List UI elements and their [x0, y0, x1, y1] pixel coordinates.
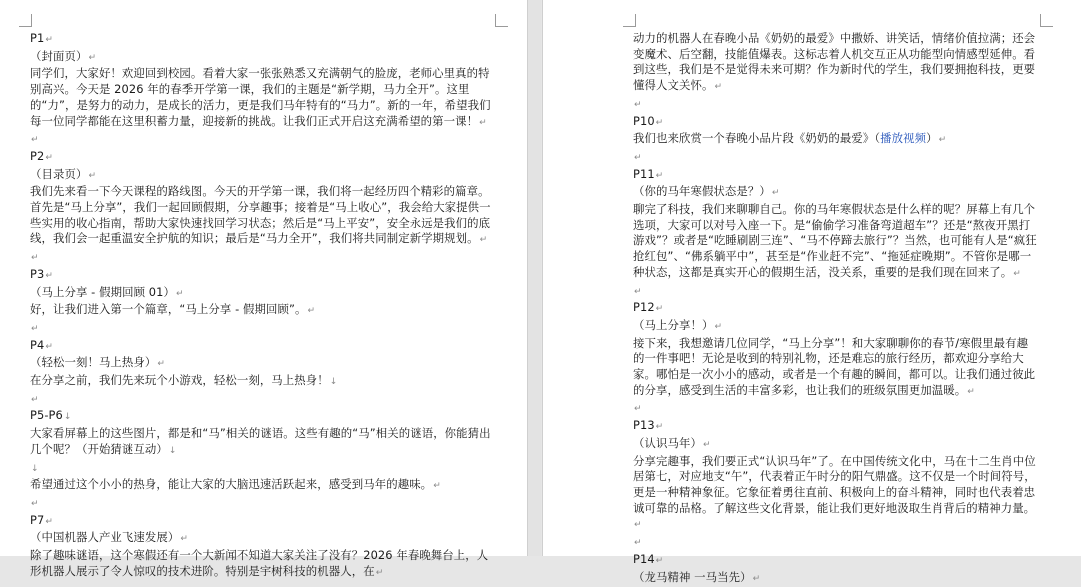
paragraph-text: P11 [633, 167, 655, 181]
paragraph-text: 好，让我们进入第一个篇章，“马上分享 - 假期回顾”。 [30, 302, 306, 316]
paragraph [30, 460, 497, 478]
paragraph-text: P10 [633, 114, 655, 128]
paragraph-text: 聊完了科技，我们来聊聊自己。你的马年寒假状态是什么样的呢？屏幕上有几个选项，大家可以对号入座一下。是“偷偷学习准备弯道超车”？还是“熬夜开黑打游戏”？或者是“吃睡刷剧三连”、“马不停蹄去旅行”？当然，也可能有人是“疯狂抢红包”、“佛系躺平中”，甚至是“作业赶不完”、“拖延症晚期”。不管你是哪一种状态，这都是真实开心的假期生活，没关系，重要的是我们现在回来了。 [633, 202, 1037, 279]
paragraph [30, 285, 497, 303]
paragraph [633, 31, 1039, 96]
paragraph-text: （轻松一刻！马上热身） [30, 355, 156, 369]
paragraph-mark: ↵ [45, 517, 53, 527]
paragraph [30, 338, 497, 356]
paragraph [633, 418, 1039, 436]
document-page-left [0, 0, 528, 556]
paragraph-text: P12 [633, 300, 655, 314]
paragraph-mark: ↵ [88, 171, 96, 181]
paragraph-mark: ↵ [656, 304, 664, 314]
paragraph-text: （目录页） [30, 167, 87, 181]
paragraph [30, 355, 497, 373]
paragraph-mark: ↵ [656, 556, 664, 566]
paragraph-text: P2 [30, 149, 44, 163]
paragraph [30, 167, 497, 185]
paragraph-mark: ↵ [634, 287, 642, 297]
line-break-mark: ↓ [64, 412, 72, 422]
paragraph-text: 同学们，大家好！欢迎回到校园。看着大家一张张熟悉又充满朝气的脸庞，老师心里真的特别高兴。今天是 2026 年的春季开学第一课，我们的主题是“新学期，马力全开”。这里的“力”，是努力的动力，是成长的活力，更是我们马年特有的“马力”。新的一年，希望我们每一位同学都能在这里积蓄力量，迎接新的挑战。让我们正式开启这充满希望的第一课！ [30, 66, 491, 127]
paragraph [30, 320, 497, 338]
paragraph [633, 534, 1039, 552]
paragraph [633, 167, 1039, 185]
paragraph [633, 184, 1039, 202]
paragraph-text: P1 [30, 31, 44, 45]
paragraph [30, 426, 497, 459]
margin-corner-mark [1040, 14, 1053, 27]
paragraph [30, 408, 497, 426]
paragraph-mark: ↵ [634, 538, 642, 548]
paragraph [30, 131, 497, 149]
paragraph [633, 336, 1039, 401]
paragraph [30, 530, 497, 548]
paragraph-mark: ↵ [753, 574, 761, 584]
paragraph-mark: ↵ [1013, 269, 1021, 279]
paragraph-text: P3 [30, 267, 44, 281]
paragraph-text: （龙马精神 一马当先） [633, 570, 752, 584]
paragraph [30, 249, 497, 267]
paragraph-text: （封面页） [30, 49, 87, 63]
paragraph-text: 我们也来欣赏一个春晚小品片段《奶奶的最爱》（ [633, 131, 880, 145]
paragraph [633, 318, 1039, 336]
paragraph-mark: ↵ [307, 306, 315, 316]
paragraph [30, 495, 497, 513]
page-text-body[interactable] [633, 31, 1039, 587]
paragraph-mark: ↵ [45, 153, 53, 163]
paragraph-mark: ↵ [714, 82, 722, 92]
paragraph-mark: ↵ [479, 118, 487, 128]
paragraph [633, 570, 1039, 587]
paragraph [633, 114, 1039, 132]
paragraph-text: （中国机器人产业飞速发展） [30, 530, 179, 544]
paragraph-mark: ↵ [634, 520, 642, 530]
paragraph [30, 477, 497, 495]
paragraph [633, 96, 1039, 114]
margin-corner-mark [19, 14, 32, 27]
document-page-right [542, 0, 1081, 556]
paragraph [633, 149, 1039, 167]
paragraph-mark: ↵ [180, 534, 188, 544]
paragraph-mark: ↵ [634, 153, 642, 163]
paragraph [633, 283, 1039, 301]
paragraph-mark: ↵ [939, 135, 947, 145]
paragraph-text: （马上分享 - 假期回顾 01） [30, 285, 175, 299]
paragraph [30, 149, 497, 167]
paragraph-text: P14 [633, 552, 655, 566]
paragraph-text: 希望通过这个小小的热身，能让大家的大脑迅速活跃起来，感受到马年的趣味。 [30, 477, 432, 491]
paragraph-mark: ↵ [31, 324, 39, 334]
paragraph-text: （马上分享！） [633, 318, 713, 332]
paragraph-text: P13 [633, 418, 655, 432]
margin-corner-mark [495, 14, 508, 27]
paragraph-mark: ↵ [714, 322, 722, 332]
paragraph-mark: ↵ [45, 342, 53, 352]
paragraph [633, 131, 1039, 149]
paragraph-text: 动力的机器人在春晚小品《奶奶的最爱》中撒娇、讲笑话，情绪价值拉满；还会变魔术、后空翻，技能值爆表。这标志着人机交互正从功能型向情感型延伸。看到这些，我们是不是觉得未来可期？作为新时代的学生，我们要拥抱科技，更要懂得人文关怀。 [633, 31, 1035, 92]
paragraph [30, 31, 497, 49]
paragraph-mark: ↵ [772, 188, 780, 198]
paragraph-mark: ↵ [703, 440, 711, 450]
paragraph-text: 大家看屏幕上的这些图片，都是和“马”相关的谜语。这些有趣的“马”相关的谜语，你能猜出几个呢？（开始猜谜互动） [30, 426, 491, 456]
paragraph-mark: ↵ [656, 171, 664, 181]
paragraph-text: （认识马年） [633, 436, 702, 450]
paragraph [633, 300, 1039, 318]
page-text-body[interactable] [30, 31, 497, 582]
paragraph [30, 548, 497, 581]
paragraph [633, 552, 1039, 570]
paragraph [30, 302, 497, 320]
paragraph-text: 接下来，我想邀请几位同学，“马上分享”！和大家聊聊你的春节/寒假里最有趣的一件事吧！无论是收到的特别礼物，还是难忘的旅行经历，都欢迎分享给大家。哪怕是一次小小的感动，或者是一个有趣的瞬间，都可以。让我们通过彼此的分享，感受到生活的丰富多彩，也让我们的班级氛围更加温暖。 [633, 336, 1035, 397]
paragraph-mark: ↵ [88, 53, 96, 63]
paragraph [30, 66, 497, 131]
paragraph-mark: ↵ [45, 271, 53, 281]
paragraph [30, 184, 497, 249]
paragraph-mark: ↵ [656, 118, 664, 128]
play-video-link[interactable]: 播放视频 [880, 131, 926, 145]
paragraph [633, 436, 1039, 454]
paragraph [30, 267, 497, 285]
page-gap [528, 0, 541, 556]
paragraph-text: 在分享之前，我们先来玩个小游戏，轻松一刻，马上热身！ [30, 373, 329, 387]
paragraph-text: P7 [30, 513, 44, 527]
paragraph-mark: ↵ [31, 499, 39, 509]
paragraph [633, 400, 1039, 418]
paragraph-mark: ↵ [376, 568, 384, 578]
line-break-mark: ↓ [330, 377, 338, 387]
line-break-mark: ↓ [169, 446, 177, 456]
paragraph-mark: ↵ [967, 387, 975, 397]
paragraph-text: 除了趣味谜语，这个寒假还有一个大新闻不知道大家关注了没有？2026 年春晚舞台上，人形机器人展示了令人惊叹的技术进阶。特别是宇树科技的机器人，在 [30, 548, 488, 578]
paragraph-mark: ↵ [157, 359, 165, 369]
paragraph-mark: ↵ [634, 404, 642, 414]
paragraph-mark: ↵ [433, 481, 441, 491]
paragraph-text: P5-P6 [30, 408, 63, 422]
paragraph-text: （你的马年寒假状态是？） [633, 184, 771, 198]
paragraph-mark: ↵ [45, 35, 53, 45]
paragraph-mark: ↵ [634, 100, 642, 110]
paragraph-text-tail: ） [926, 131, 938, 145]
paragraph-text: 分享完趣事，我们要正式“认识马年”了。在中国传统文化中，马在十二生肖中位居第七，对应地支“午”，代表着正午时分的阳气鼎盛。这不仅是一个时间符号，更是一种精神象征。它象征着勇往直前、积极向上的奋斗精神，同时也代表着忠诚可靠的品格。了解这些文化背景，能让我们更好地汲取生肖背后的精神力量。 [633, 454, 1036, 515]
paragraph [30, 391, 497, 409]
paragraph [633, 454, 1039, 535]
margin-corner-mark [623, 14, 636, 27]
paragraph-mark: ↵ [656, 422, 664, 432]
paragraph-mark: ↵ [31, 135, 39, 145]
paragraph [30, 49, 497, 67]
paragraph-mark: ↵ [31, 253, 39, 263]
paragraph [633, 202, 1039, 283]
line-break-mark: ↓ [31, 464, 39, 474]
paragraph-mark: ↵ [480, 235, 488, 245]
paragraph [30, 373, 497, 391]
paragraph [30, 513, 497, 531]
paragraph-text: P4 [30, 338, 44, 352]
paragraph-mark: ↵ [31, 395, 39, 405]
paragraph-mark: ↵ [176, 289, 184, 299]
paragraph-text: 我们先来看一下今天课程的路线图。今天的开学第一课，我们将一起经历四个精彩的篇章。首先是“马上分享”，我们一起回顾假期，分享趣事；接着是“马上收心”，我会给大家提供一些实用的收心指南，帮助大家快速找回学习状态；然后是“马上平安”，安全永远是我们的底线，我们会一起重温安全护航的知识；最后是“马力全开”，我们将共同制定新学期规划。 [30, 184, 491, 245]
